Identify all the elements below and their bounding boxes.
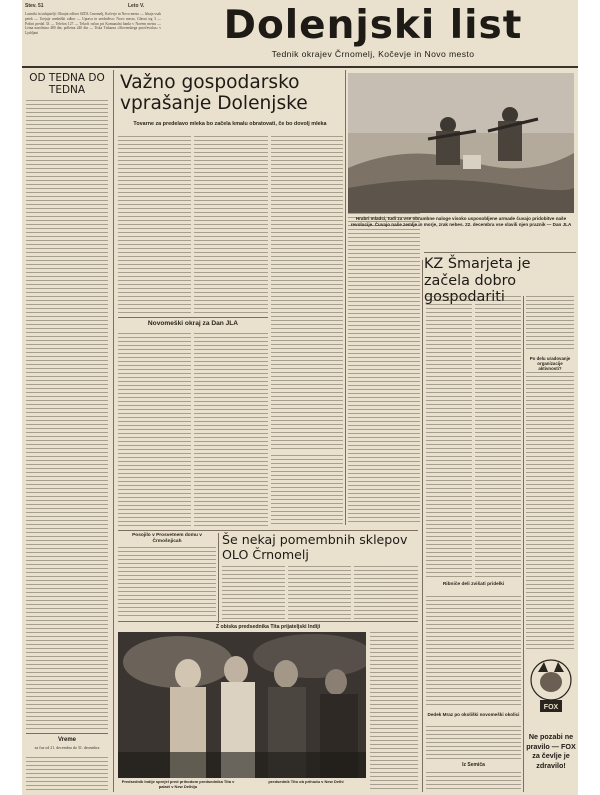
photo-bottom-caption-left: Predsednik Indije sprejel pred prihodom predsednika Tita v palači v New Delhiju xyxy=(121,779,235,789)
vreme-text xyxy=(26,757,108,791)
masthead-subtitle: Tednik okrajev Črnomelj, Kočevje in Novo mesto xyxy=(271,49,475,59)
smarjeta-text-col3 xyxy=(526,296,574,352)
issue-year: Leto V. xyxy=(128,3,145,9)
fox-slogan: Ne pozabi ne pravilo — FOX za čevlje je zdravilo! xyxy=(526,732,576,770)
novomeski-headline: Novomeški okraj za Dan JLA xyxy=(147,320,239,327)
lead-text-col1 xyxy=(118,136,191,314)
novomeski-text-col2 xyxy=(194,333,268,528)
newspaper-page xyxy=(22,0,578,795)
olo-text-col2 xyxy=(288,566,351,619)
vreme-subtitle: za čas od 21. decembra do 31. decembra xyxy=(34,745,100,750)
fox-logo-icon xyxy=(526,654,576,724)
centre-right-rule xyxy=(422,260,423,792)
photo-bottom-heading: Z obiska predsednika Tita prijateljski Indiji xyxy=(215,624,321,630)
olo-text-col3 xyxy=(354,566,418,619)
smarjeta-text-col2 xyxy=(475,296,521,578)
lead-rule xyxy=(345,70,346,525)
smarjeta-text-col1 xyxy=(426,296,472,578)
photo-bottom-rule xyxy=(118,621,418,622)
photo-scene-soldiers xyxy=(348,73,574,213)
lead-text-col2 xyxy=(194,136,268,314)
jla-soldiers-photo xyxy=(348,73,574,213)
fox-brand: FOX xyxy=(543,704,559,711)
issue-number: Stev. 51 xyxy=(25,3,44,9)
photo-top-caption: Hrabri mladci, tudi za vse obrambne naloge visoko usposobljene armade čuvajo pridobitve naše revolucije. Čuvajo naše zemlje in morje, zrak nebes. 22. decembra vse slavili njen praznik — Dan JLA xyxy=(350,216,572,227)
lead-deck: Tovarne za predelavo mleka bo začela kmalu obratovati, če bo dovolj mleka xyxy=(133,121,327,127)
od-tedna-heading: OD TEDNA DO TEDNA xyxy=(29,72,105,96)
olo-text-col1 xyxy=(222,566,285,619)
posojilo-headline: Posojilo v Prosvetnem domu v Črmošnjicah xyxy=(132,533,202,544)
smarjeta-subheading-1: Ribniče deli zvišati pridelki xyxy=(442,582,505,587)
smarjeta-text-col1c xyxy=(426,726,521,760)
posojilo-text xyxy=(118,547,216,619)
posojilo-rule-v xyxy=(218,533,219,623)
smarjeta-side-subheading: Po delu uradovanje organizacije aktivnosti? xyxy=(529,356,571,372)
photo-scene xyxy=(118,632,366,778)
smarjeta-text-col1d xyxy=(426,772,521,792)
novomeski-rule xyxy=(118,317,268,318)
lead-headline: Važno gospodarsko vprašanje Dolenjske xyxy=(120,72,308,114)
smarjeta-text-col3b xyxy=(526,372,574,650)
olo-headline: Še nekaj pomembnih sklepov OLO Črnomelj xyxy=(222,532,408,562)
left-column-rule xyxy=(113,70,114,792)
smarjeta-rule-v xyxy=(523,296,524,792)
vreme-heading: Vreme xyxy=(57,737,76,743)
smarjeta-rule xyxy=(424,252,576,253)
photo-bottom-caption-right: predsednik Tito ob prihodu v New Delhi xyxy=(268,779,344,784)
masthead-title: Dolenjski list xyxy=(223,3,523,48)
smarjeta-text-col1b xyxy=(426,596,521,708)
smarjeta-subheading-3: Iz Semiča xyxy=(462,762,485,768)
novomeski-text-col1 xyxy=(118,333,191,528)
fox-advertisement xyxy=(526,654,576,792)
photo-side-text xyxy=(370,632,418,792)
vreme-rule xyxy=(26,733,108,734)
od-tedna-text xyxy=(26,100,108,730)
tito-india-photo xyxy=(118,632,366,778)
publisher-info: Lastniki in izdajatelji: Okrajni odbori SZDL Črnomelj, Kočevje in Novo mesto — Izhaja vsak petek — Urejuje uredniški odbor — Uprava in uredništvo: Novo mesto, Glavni trg 3 — Poštni predal 33 — Telefon 127 — Tekoči račun pri Komunalni banki v Novem mestu — Letna naročnina 480 din, polletna 240 din — Tiska Tiskarna »Slovenskega poročevalca« v Ljubljani xyxy=(25,12,161,36)
lead-text-col3 xyxy=(271,136,343,452)
smarjeta-subheading-2: Dedek Mraz po okoliški novomeški okolici xyxy=(427,712,520,717)
smarjeta-headline: KZ Šmarjeta je začela dobro gospodariti xyxy=(424,256,531,305)
masthead-rule xyxy=(22,66,578,68)
posojilo-rule xyxy=(118,530,418,531)
lead-text-col3b xyxy=(271,455,343,525)
